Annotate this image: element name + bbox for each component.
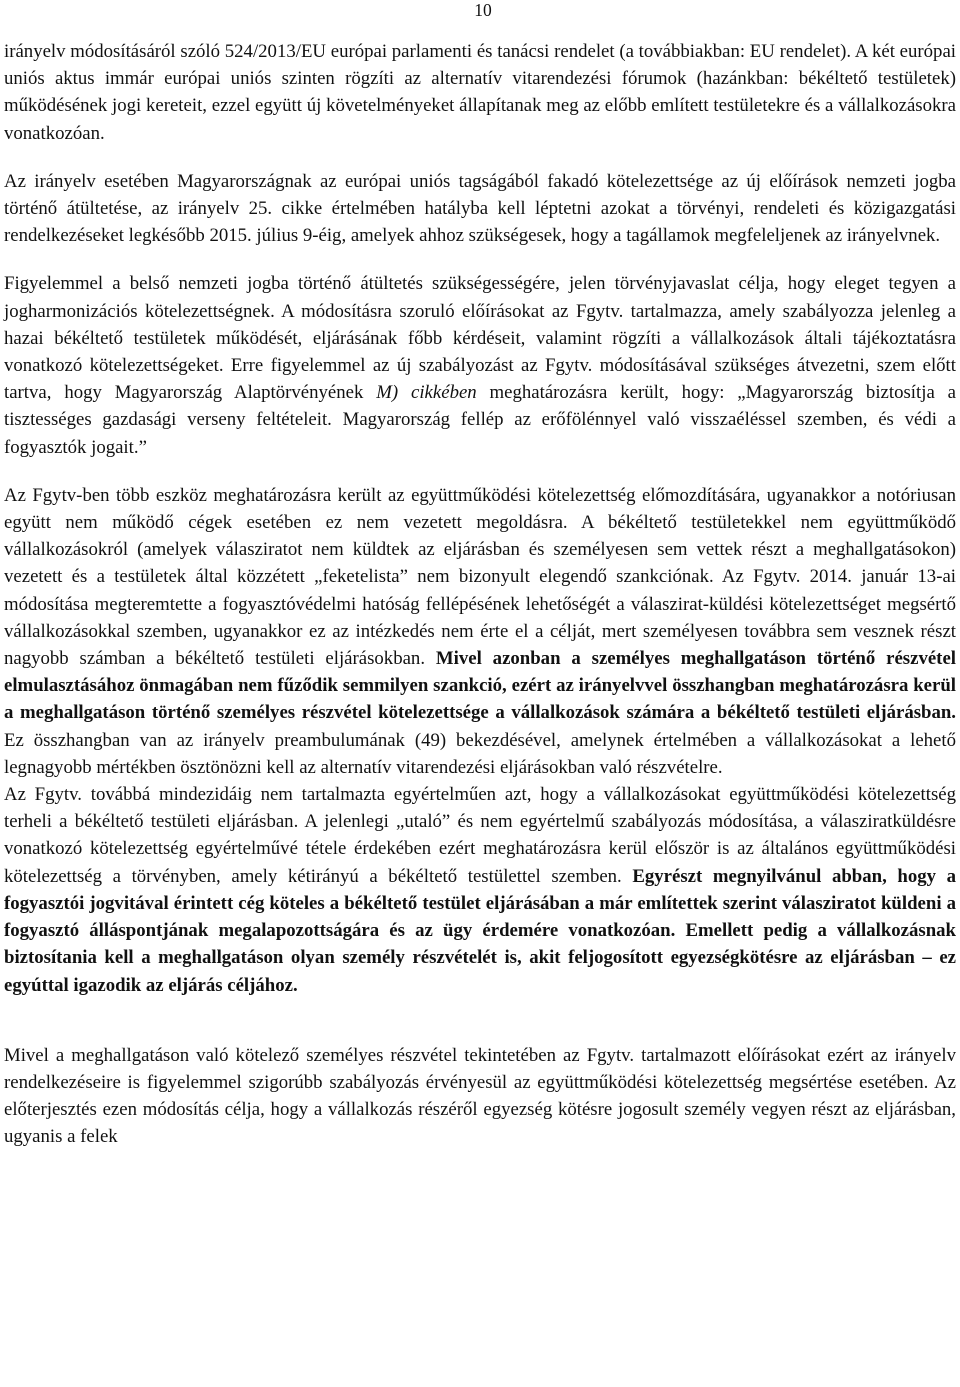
paragraph-stricter-regulation (4, 1042, 956, 1151)
page-number: 10 (474, 0, 492, 20)
paragraph-general-cooperation (4, 781, 956, 999)
text-run: irányelv módosításáról szóló 524/2013/EU európai parlamenti és tanácsi rendelet (a továbbiakban: EU rendelet). A két európai uniós aktus immár európai uniós szinten rögzíti az alternatív vitarendezési fórumok (hazánkban: békéltető testületek) működésének jogi kereteit, ezzel együtt új követelményeket állapítanak meg az előbb említett testületekre és a vállalkozásokra vonatkozóan. (4, 41, 956, 144)
italic-run: M) cikkében (376, 382, 477, 404)
paragraph-bill-purpose (4, 270, 956, 460)
body-text (4, 38, 956, 1151)
text-run: Az Fgytv. továbbá mindezidáig nem tartalmazta egyértelműen azt, hogy a vállalkozásokat együttműködési kötelezettség terheli a békéltető testületi eljárásban. A jelenlegi „utaló” és nem egyértelmű szabályozás módosítása, a válasziratküldésre vonatkozó kötelezettség egyértelművé tétele érdekében ezért meghatározásra kerül először is az általános együttműködési kötelezettség a törvényben, amely kétirányú a békéltető testülettel szemben. (4, 784, 956, 887)
bold-run: Egyrészt megnyilvánul abban, hogy a fogyasztói jogvitával érintett cég köteles a békéltető testület eljárásában a már említettek szerint válasziratot küldeni a fogyasztó álláspontjának megalapozottságára és az ügy érdemére vonatkozóan. Emellett pedig a vállalkozásnak biztosítania kell a meghallgatáson olyan személy részvételét is, akit feljogosított egyezségkötésre az eljárásban – ez egyúttal igazodik az eljárás céljához. (4, 865, 956, 996)
bold-run: Mivel azonban a személyes meghallgatáson történő részvétel elmulasztásához önmagában nem fűződik semmilyen szankció, ezért az irányelvvel összhangban meghatározásra kerül a meghallgatáson történő személyes részvétel kötelezettsége a vállalkozások számára a békéltető testületi eljárásban. (4, 648, 956, 724)
text-run: Az irányelv esetében Magyarországnak az európai uniós tagságából fakadó kötelezettsége az új előírások nemzeti jogba történő átültetése, az irányelv 25. cikke értelmében hatályba kell léptetni azokat a törvényi, rendeleti és közigazgatási rendelkezéseket legkésőbb 2015. július 9-éig, amelyek ahhoz szükségesek, hogy a tagállamok megfeleljenek az irányelvnek. (4, 170, 956, 247)
text-run: Az Fgytv-ben több eszköz meghatározásra került az együttműködési kötelezettség előmozdítására, ugyanakkor a notóriusan együtt nem működő cégek esetében ez nem vezetett megoldásra. A békéltető testületekkel nem együttműködő vállalkozásokról (amelyek válasziratot nem küldtek az eljárásban és személyesen sem vettek részt a meghallgatásokon) vezetett és a testületek által közzétett „feketelista” nem bizonyult elegendő szankciónak. Az Fgytv. 2014. január 13-ai módosítása megteremtette a fogyasztóvédelmi hatóság fellépésének lehetőségét a válaszirat-küldési kötelezettséget megsértő vállalkozásokkal szemben, ugyanakkor ez az intézkedés nem érte el a célját, mert személyesen továbbra sem vesznek részt nagyobb számban a békéltető testületi eljárásokban. (4, 484, 956, 670)
text-run: Figyelemmel a belső nemzeti jogba történő átültetés szükségességére, jelen törvényjavaslat célja, hogy eleget tegyen a jogharmonizációs kötelezettségnek. A módosításra szoruló előírásokat az Fgytv. tartalmazza, amely szabályozza jelenleg a hazai békéltető testületek működését, eljárásának főbb kérdéseit, valamint rögzíti a vállalkozások általi tájékoztatásra vonatkozó kötelezettségeket. Erre figyelemmel az új szabályozást az Fgytv. módosításával szükséges átvezetni, szem előtt tartva, hogy Magyarország Alaptörvényének (4, 273, 956, 404)
paragraph-directive-obligation (4, 168, 956, 250)
text-run: meghatározásra került, hogy: „Magyarország biztosítja a tisztességes gazdasági verseny feltételeit. Magyarország fellép az erőfölénnyel való visszaéléssel szemben, és védi a fogyasztók jogait.” (4, 382, 956, 458)
paragraph-eu-regulation (4, 38, 956, 147)
text-run: Ez összhangban van az irányelv preambulumának (49) bekezdésével, amelynek értelmében a vállalkozásokat a lehető legnagyobb mértékben ösztönözni kell az alternatív vitarendezési eljárásokban való részvételre. (4, 729, 956, 778)
text-run: Mivel a meghallgatáson való kötelező személyes részvétel tekintetében az Fgytv. tartalmazott előírásokat ezért az irányelv rendelkezéseire is figyelemmel szigorúbb szabályozás érvényesül az együttműködési kötelezettség megsértése esetében. Az előterjesztés ezen módosítás célja, hogy a vállalkozás részéről egyezség kötésre jogosult személy vegyen részt az eljárásban, ugyanis a felek (4, 1044, 956, 1148)
paragraph-cooperation-obligation (4, 482, 956, 781)
